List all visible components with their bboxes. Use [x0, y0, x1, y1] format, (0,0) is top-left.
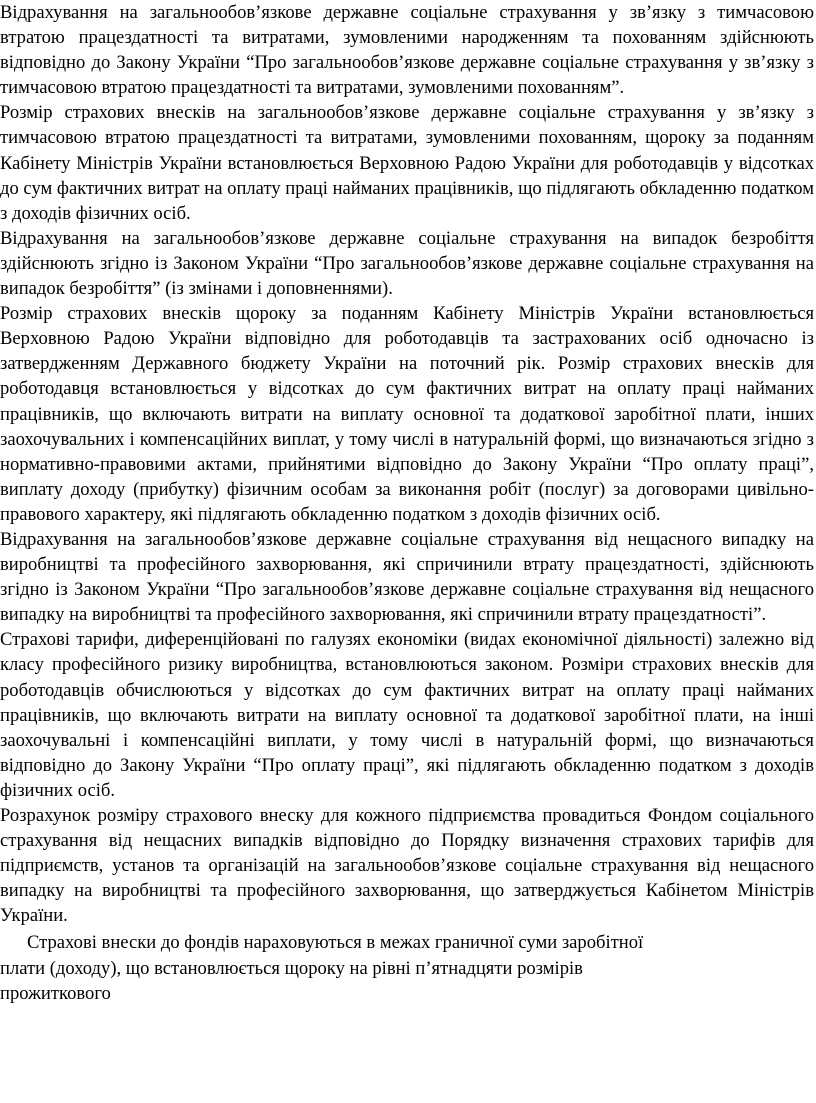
paragraph-unemployment-contributions: Відрахування на загальнообов’язкове державне соціальне страхування на випадок безробіття здійснюють згідно із Законом України “Про загальнообов’язкове державне соціальне страхування на випадок безробіття” (із змінами і доповненнями).	[0, 227, 814, 300]
contribution-limit-line-1: Страхові внески до фондів нараховуються в межах граничної суми заробітної	[27, 932, 644, 954]
paragraph-contribution-rate-disability: Розмір страхових внесків на загальнообов’язкове державне соціальне страхування у зв’язку з тимчасовою втратою працездатності та витратами, зумовленими похованням, щороку за поданням Кабінету Міністрів України встановлюється Верховною Радою України для роботодавців у відсотках до сум фактичних витрат на оплату праці найманих працівників, що підлягають обкладенню податком з доходів фізичних осіб.	[0, 102, 814, 224]
contribution-limit-line-3: прожиткового	[0, 982, 111, 1004]
paragraph-unemployment-contribution-rate: Розмір страхових внесків щороку за поданням Кабінету Міністрів України встановлюється Верховною Радою України відповідно для роботодавців та застрахованих осіб одночасно із затвердженням Державного бюджету України на поточний рік. Розмір страхових внесків для роботодавця встановлюється у відсотках до сум фактичних витрат на оплату праці найманих працівників, що включають витрати на виплату основної та додаткової заробітної плати, інших заохочувальних і компенсаційних виплат, у тому числі в натуральній формі, що визначаються згідно з нормативно-правовими актами, прийнятими відповідно до Закону України “Про оплату праці”, виплату доходу (прибутку) фізичним особам за виконання робіт (послуг) за договорами цивільно-правового характеру, які підлягають обкладенню податком з доходів фізичних осіб.	[0, 303, 814, 525]
paragraph-contribution-calculation: Розрахунок розміру страхового внеску для кожного підприємства провадиться Фондом соціального страхування від нещасних випадків відповідно до Порядку визначення страхових тарифів для підприємств, установ та організацій на загальнообов’язкове соціальне страхування від нещасного випадку на виробництві та професійного захворювання, що затверджується Кабінетом Міністрів України.	[0, 805, 814, 927]
paragraph-contribution-limit	[0, 930, 814, 1005]
contribution-limit-line-2: плати (доходу), що встановлюється щороку на рівні п’ятнадцяти розмірів	[0, 957, 583, 979]
paragraph-insurance-tariffs: Страхові тарифи, диференційовані по галузях економіки (видах економічної діяльності) залежно від класу професійного ризику виробництва, встановлюються законом. Розміри страхових внесків для роботодавців обчислюються у відсотках до сум фактичних витрат на оплату праці найманих працівників, що включають витрати на виплату основної та додаткової заробітної плати, на інші заохочувальні і компенсаційні виплати, у тому числі в натуральній формі, що визначаються відповідно до Закону України “Про оплату праці”, які підлягають обкладенню податком з доходів фізичних осіб.	[0, 629, 814, 801]
paragraph-temporary-disability-contributions: Відрахування на загальнообов’язкове державне соціальне страхування у зв’язку з тимчасовою втратою працездатності та витратами, зумовленими народженням та похованням здійснюють відповідно до Закону України “Про загальнообов’язкове державне соціальне страхування у зв’язку з тимчасовою втратою працездатності та витратами, зумовленими похованням”.	[0, 2, 814, 99]
paragraph-accident-insurance-contributions: Відрахування на загальнообов’язкове державне соціальне страхування від нещасного випадку на виробництві та професійного захворювання, які спричинили втрату працездатності, здійснюють згідно із Законом України “Про загальнообов’язкове державне соціальне страхування від нещасного випадку на виробництві та професійного захворювання, які спричинили втрату працездатності”.	[0, 528, 814, 626]
